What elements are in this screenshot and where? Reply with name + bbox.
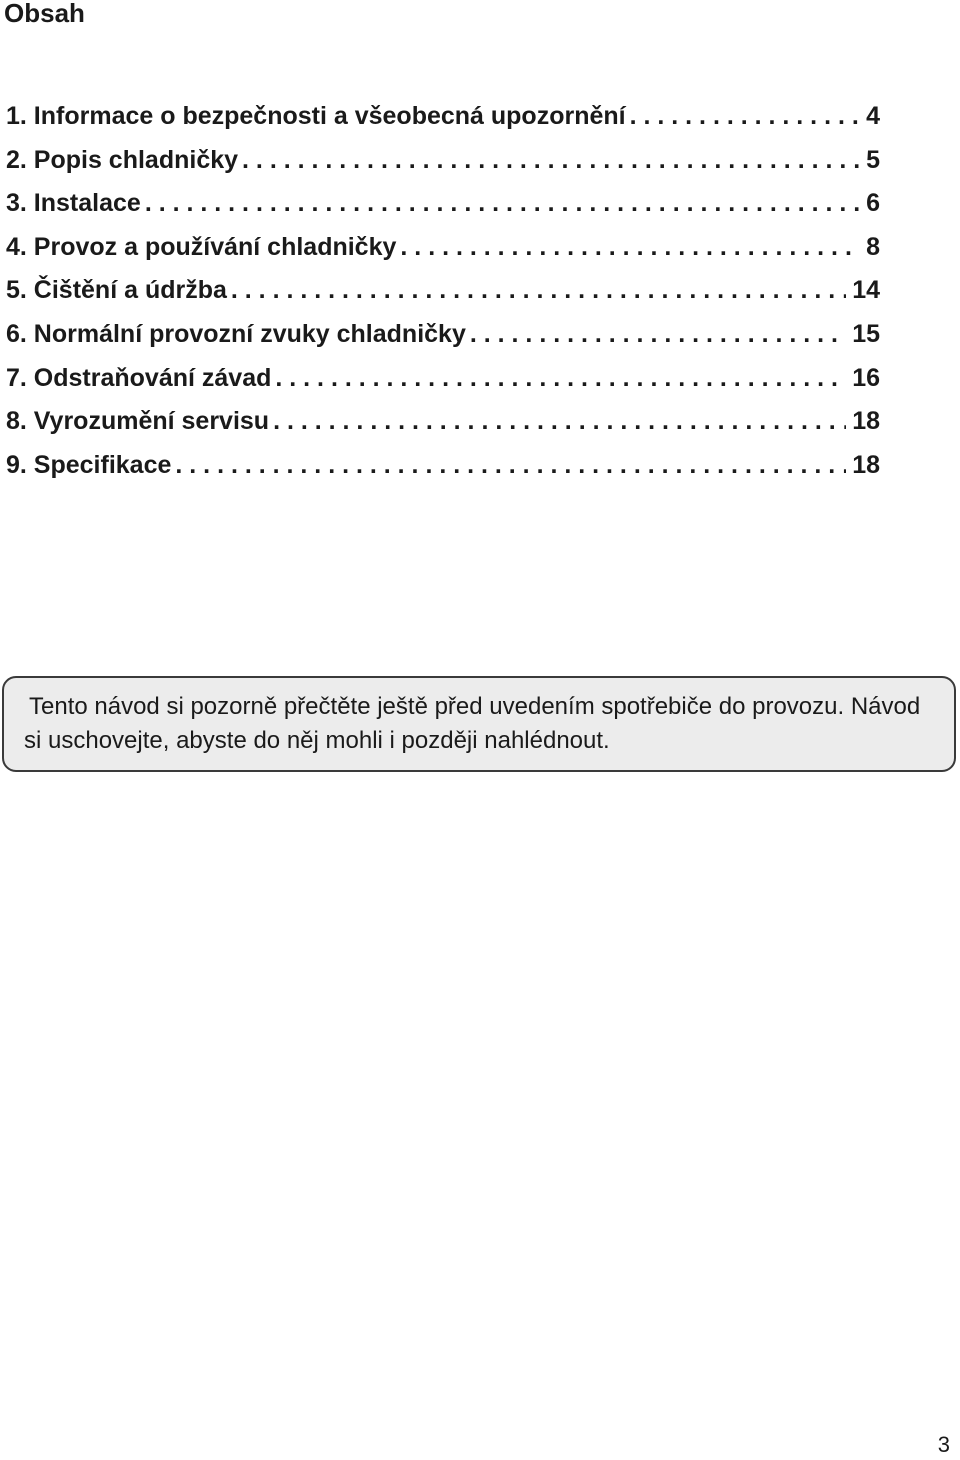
toc-entry-title: 4. Provoz a používání chladničky — [6, 232, 397, 261]
toc-entry-page: 14 — [852, 276, 880, 305]
toc-entry-page: 4 — [866, 102, 880, 130]
page-title: Obsah — [4, 0, 85, 28]
toc-entry-description[interactable] — [6, 139, 880, 183]
page-number: 3 — [937, 1432, 950, 1457]
toc-entry-title: 2. Popis chladničky — [6, 145, 239, 174]
toc-entry-page: 5 — [866, 145, 880, 174]
toc-entry-cleaning[interactable] — [6, 269, 880, 313]
toc-entry-installation[interactable] — [6, 182, 880, 226]
toc-dot-leader — [630, 95, 861, 139]
notice-text: Tento návod si pozorně přečtěte ještě před uvedením spotřebiče do provozu. Návod si uschovejte, abyste do něj mohli i později nahlédnout. — [24, 693, 921, 754]
toc-dot-leader — [145, 182, 860, 226]
toc-entry-page: 15 — [852, 319, 880, 348]
toc-dot-leader — [400, 226, 860, 270]
toc-entry-title: 8. Vyrozumění servisu — [6, 407, 270, 436]
toc-entry-page: 18 — [852, 450, 880, 479]
toc-entry-service[interactable] — [6, 400, 880, 444]
toc-entry-specifications[interactable] — [6, 444, 880, 488]
toc-entry-troubleshooting[interactable] — [6, 357, 880, 401]
toc-entry-title: 9. Specifikace — [6, 450, 172, 479]
toc-dot-leader — [275, 357, 846, 401]
toc-dot-leader — [242, 139, 860, 183]
toc-entry-page: 6 — [866, 189, 880, 218]
table-of-contents — [6, 95, 880, 487]
toc-entry-operation[interactable] — [6, 226, 880, 270]
toc-entry-noises[interactable] — [6, 313, 880, 357]
toc-entry-title: 1. Informace o bezpečnosti a všeobecná upozornění — [6, 102, 626, 130]
toc-dot-leader — [273, 400, 846, 444]
toc-entry-title: 6. Normální provozní zvuky chladničky — [6, 319, 466, 348]
toc-entry-title: 7. Odstraňování závad — [6, 363, 272, 392]
toc-entry-page: 16 — [852, 363, 880, 392]
toc-entry-page: 18 — [852, 407, 880, 436]
notice-box — [2, 676, 956, 772]
toc-entry-safety[interactable] — [6, 95, 880, 139]
toc-entry-title: 5. Čištění a údržba — [6, 276, 227, 305]
toc-entry-title: 3. Instalace — [6, 189, 141, 218]
toc-entry-page: 8 — [866, 232, 880, 261]
toc-dot-leader — [231, 269, 846, 313]
toc-dot-leader — [175, 444, 846, 488]
toc-dot-leader — [470, 313, 846, 357]
